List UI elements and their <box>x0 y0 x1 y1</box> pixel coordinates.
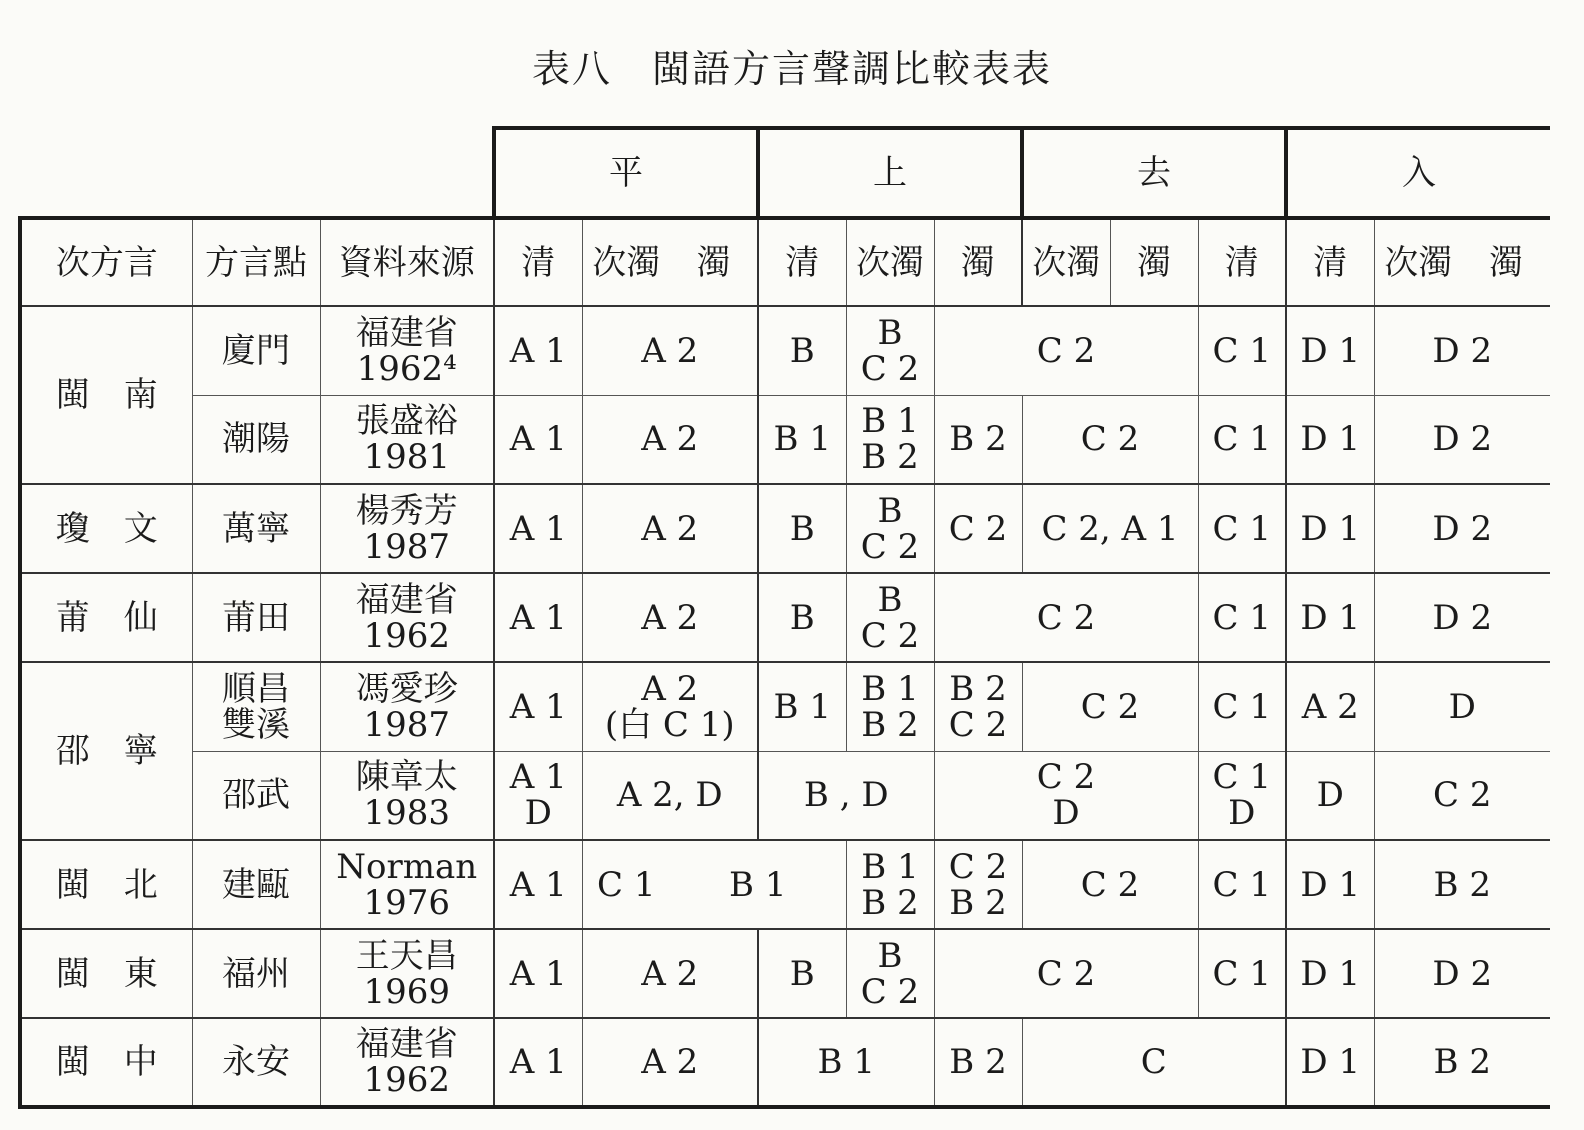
category-qu: 去 <box>1022 128 1286 218</box>
tone-cell: B 1 <box>758 662 846 751</box>
header-qing: 清 <box>1286 218 1374 306</box>
tone-cell: B C 2 <box>846 306 934 395</box>
tone-cell: D 2 <box>1374 484 1550 573</box>
tone-cell: C 1 <box>1198 662 1286 751</box>
tone-cell: D 1 <box>1286 306 1374 395</box>
header-cizhuo: 次濁 <box>582 218 670 306</box>
category-row <box>20 128 1550 218</box>
tone-cell: D 1 <box>1286 484 1374 573</box>
table-row <box>20 573 1550 662</box>
column-header-row <box>20 218 1550 306</box>
tone-cell: C 2 <box>1022 395 1198 484</box>
header-qing: 清 <box>1198 218 1286 306</box>
source-cell: 張盛裕 1981 <box>320 395 494 484</box>
tone-cell: A 1 <box>494 573 582 662</box>
table-row <box>20 929 1550 1018</box>
tone-cell: A 2 <box>582 929 758 1018</box>
header-cizhuo: 次濁 <box>1374 218 1462 306</box>
blank-corner <box>20 128 494 218</box>
header-zhuo: 濁 <box>1462 218 1550 306</box>
source-cell: 陳章太 1983 <box>320 751 494 840</box>
tone-cell: C 1 <box>1198 306 1286 395</box>
tone-cell: D 1 <box>1286 1018 1374 1107</box>
tone-cell: A 1 <box>494 484 582 573</box>
header-qing: 清 <box>758 218 846 306</box>
source-cell: 馮愛珍 1987 <box>320 662 494 751</box>
tone-cell: C 2 B 2 <box>934 840 1022 929</box>
table-title: 表八 閩語方言聲調比較表表 <box>531 47 1052 91</box>
source-cell: Norman 1976 <box>320 840 494 929</box>
tone-cell: A 1 <box>494 1018 582 1107</box>
subdialect-minzhong: 閩 中 <box>20 1018 192 1107</box>
tone-cell: D 1 <box>1286 840 1374 929</box>
tone-cell: A 1 <box>494 840 582 929</box>
table-row <box>20 662 1550 751</box>
tone-cell: B 1 <box>758 395 846 484</box>
tone-cell: C <box>1022 1018 1286 1107</box>
header-zhuo: 濁 <box>670 218 758 306</box>
tone-cell: A 1 <box>494 395 582 484</box>
tone-cell: B 1 B 2 <box>846 840 934 929</box>
table-row <box>20 395 1550 484</box>
subdialect-shaoning: 邵 寧 <box>20 662 192 840</box>
dialect-point: 萬寧 <box>192 484 320 573</box>
tone-cell: B , D <box>758 751 934 840</box>
tone-cell: C 2 D <box>934 751 1198 840</box>
dialect-point: 廈門 <box>192 306 320 395</box>
header-cizhuo: 次濁 <box>1022 218 1110 306</box>
source-cell: 王天昌 1969 <box>320 929 494 1018</box>
tone-cell: B 2 <box>934 395 1022 484</box>
dialect-point: 莆田 <box>192 573 320 662</box>
subdialect-minnan: 閩 南 <box>20 306 192 484</box>
category-shang: 上 <box>758 128 1022 218</box>
tone-comparison-table <box>18 126 1550 1109</box>
tone-cell: A 2 <box>582 395 758 484</box>
tone-cell: B 1 <box>758 1018 934 1107</box>
table-row <box>20 751 1550 840</box>
tone-cell: A 2, D <box>582 751 758 840</box>
tone-cell: B <box>758 929 846 1018</box>
dialect-point: 永安 <box>192 1018 320 1107</box>
subdialect-qiongwen: 瓊 文 <box>20 484 192 573</box>
table-row <box>20 1018 1550 1107</box>
tone-cell: A 2 <box>582 306 758 395</box>
tone-cell: A 1 <box>494 662 582 751</box>
tone-cell: B 1 B 2 <box>846 662 934 751</box>
dialect-point: 建甌 <box>192 840 320 929</box>
header-dialect-point: 方言點 <box>192 218 320 306</box>
tone-cell: B 2 <box>1374 840 1550 929</box>
tone-cell: A 1 <box>494 929 582 1018</box>
tone-cell: B 1 <box>670 840 846 929</box>
header-qing: 清 <box>494 218 582 306</box>
tone-cell: A 2 <box>582 484 758 573</box>
category-ru: 入 <box>1286 128 1550 218</box>
header-subdialect: 次方言 <box>20 218 192 306</box>
source-cell: 福建省 1962 <box>320 573 494 662</box>
dialect-point: 福州 <box>192 929 320 1018</box>
tone-cell: C 1 <box>1198 929 1286 1018</box>
tone-cell: C 2 <box>1022 662 1198 751</box>
header-cizhuo: 次濁 <box>846 218 934 306</box>
tone-cell: B 1 B 2 <box>846 395 934 484</box>
tone-cell: A 1 <box>494 306 582 395</box>
tone-cell: D <box>1374 662 1550 751</box>
table-row <box>20 840 1550 929</box>
tone-cell: B <box>758 573 846 662</box>
tone-cell: D <box>1286 751 1374 840</box>
subdialect-minbei: 閩 北 <box>20 840 192 929</box>
tone-cell: C 2, A 1 <box>1022 484 1198 573</box>
tone-cell: C 2 <box>934 929 1198 1018</box>
category-ping: 平 <box>494 128 758 218</box>
header-zhuo: 濁 <box>1110 218 1198 306</box>
tone-cell: B <box>758 484 846 573</box>
tone-cell: B C 2 <box>846 929 934 1018</box>
source-cell: 楊秀芳 1987 <box>320 484 494 573</box>
tone-cell: D 2 <box>1374 573 1550 662</box>
tone-cell: B C 2 <box>846 573 934 662</box>
tone-cell: B C 2 <box>846 484 934 573</box>
tone-cell: C 2 <box>934 573 1198 662</box>
dialect-point: 邵武 <box>192 751 320 840</box>
tone-cell: D 2 <box>1374 929 1550 1018</box>
table-row <box>20 306 1550 395</box>
tone-cell: C 2 <box>1022 840 1198 929</box>
dialect-point: 順昌 雙溪 <box>192 662 320 751</box>
tone-cell: D 1 <box>1286 929 1374 1018</box>
tone-cell: A 1 D <box>494 751 582 840</box>
source-cell: 福建省 1962⁴ <box>320 306 494 395</box>
tone-cell: B 2 <box>934 1018 1022 1107</box>
tone-cell: A 2 <box>582 1018 758 1107</box>
tone-cell: C 1 <box>582 840 670 929</box>
tone-cell: B 2 C 2 <box>934 662 1022 751</box>
tone-cell: C 1 <box>1198 573 1286 662</box>
tone-cell: B <box>758 306 846 395</box>
tone-cell: A 2 <box>582 573 758 662</box>
tone-cell: C 2 <box>934 306 1198 395</box>
tone-cell: C 1 <box>1198 484 1286 573</box>
tone-cell: A 2 <box>1286 662 1374 751</box>
tone-cell: C 1 D <box>1198 751 1286 840</box>
tone-cell: C 1 <box>1198 395 1286 484</box>
tone-cell: C 2 <box>1374 751 1550 840</box>
header-source: 資料來源 <box>320 218 494 306</box>
tone-cell: B 2 <box>1374 1018 1550 1107</box>
tone-cell: A 2 (白 C 1) <box>582 662 758 751</box>
header-zhuo: 濁 <box>934 218 1022 306</box>
table-row <box>20 484 1550 573</box>
tone-cell: C 2 <box>934 484 1022 573</box>
tone-cell: D 1 <box>1286 573 1374 662</box>
subdialect-puxian: 莆 仙 <box>20 573 192 662</box>
tone-cell: C 1 <box>1198 840 1286 929</box>
source-cell: 福建省 1962 <box>320 1018 494 1107</box>
tone-cell: D 1 <box>1286 395 1374 484</box>
subdialect-mindong: 閩 東 <box>20 929 192 1018</box>
tone-cell: D 2 <box>1374 395 1550 484</box>
tone-cell: D 2 <box>1374 306 1550 395</box>
dialect-point: 潮陽 <box>192 395 320 484</box>
